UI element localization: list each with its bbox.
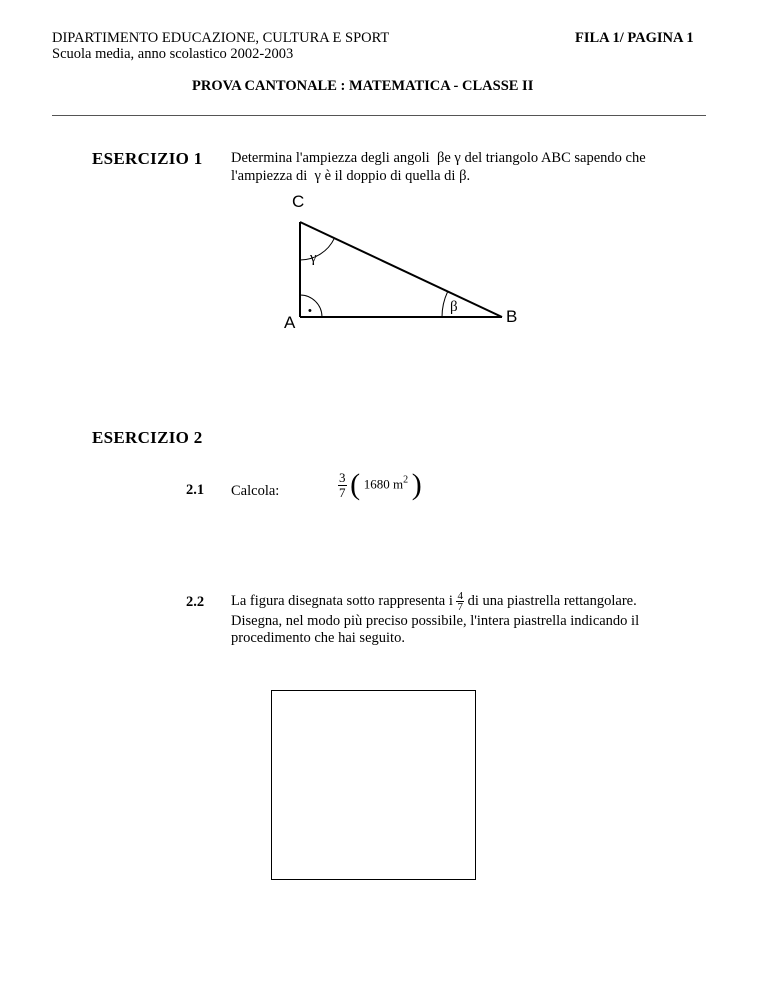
right-paren: ) bbox=[411, 468, 422, 501]
question-2-1-expression bbox=[338, 470, 422, 500]
left-paren: ( bbox=[350, 468, 361, 501]
exponent: 2 bbox=[403, 474, 409, 486]
exercise1-text-b: del triangolo ABC sapendo che bbox=[464, 150, 646, 166]
fraction-numerator: 3 bbox=[339, 469, 346, 485]
fraction-4-7 bbox=[456, 591, 464, 612]
beta-symbol: β bbox=[436, 150, 445, 166]
gamma-symbol-2: γ bbox=[314, 168, 321, 184]
angle-gamma-label: γ bbox=[310, 250, 317, 266]
exercise2-title: ESERCIZIO 2 bbox=[92, 428, 203, 447]
test-title: PROVA CANTONALE : MATEMATICA - CLASSE II bbox=[192, 78, 534, 94]
angle-beta-arc bbox=[442, 292, 448, 318]
fraction-denominator: 7 bbox=[339, 484, 346, 500]
page-label: FILA 1/ PAGINA 1 bbox=[575, 30, 694, 46]
right-angle-dot: • bbox=[308, 305, 312, 317]
conj-text: e bbox=[444, 150, 451, 166]
triangle-figure bbox=[270, 185, 530, 335]
value-text: 1680 m bbox=[363, 476, 404, 492]
fraction-3-7 bbox=[338, 471, 347, 500]
beta-symbol-2: β bbox=[459, 168, 467, 184]
header-divider bbox=[52, 115, 706, 116]
school-year: Scuola media, anno scolastico 2002-2003 bbox=[52, 46, 294, 62]
side-bc bbox=[300, 222, 502, 317]
exercise1-text-a: Determina l'ampiezza degli angoli bbox=[231, 150, 430, 166]
department-name: DIPARTIMENTO EDUCAZIONE, CULTURA E SPORT bbox=[52, 30, 390, 46]
exercise1-text-c: l'ampiezza di bbox=[231, 168, 308, 184]
vertex-b-label: B bbox=[506, 307, 518, 326]
exercise1-line1 bbox=[231, 148, 646, 168]
question-2-2-line2: Disegna, nel modo più preciso possibile, l'intera piastrella indicando il bbox=[231, 613, 640, 629]
question-2-2-text-b: di una piastrella rettangolare. bbox=[467, 593, 637, 609]
vertex-a-label: A bbox=[284, 313, 296, 332]
angle-gamma-arc bbox=[300, 238, 334, 260]
question-2-2-text-a: La figura disegnata sotto rappresenta i bbox=[231, 593, 453, 609]
vertex-c-label: C bbox=[292, 192, 305, 211]
angle-beta-label: β bbox=[450, 299, 458, 315]
gamma-symbol: γ bbox=[454, 150, 461, 166]
fraction-numerator-2: 4 bbox=[457, 590, 463, 603]
question-2-1-label: Calcola: bbox=[231, 483, 280, 499]
exercise1-title: ESERCIZIO 1 bbox=[92, 149, 203, 168]
tile-partial-figure bbox=[271, 690, 476, 880]
question-2-1-number: 2.1 bbox=[186, 482, 205, 498]
question-2-2-line3: procedimento che hai seguito. bbox=[231, 630, 405, 646]
fraction-denominator-2: 7 bbox=[457, 601, 463, 614]
question-2-2-number: 2.2 bbox=[186, 594, 205, 610]
exercise1-line2 bbox=[231, 166, 470, 186]
period: . bbox=[466, 168, 471, 184]
question-2-2-line1 bbox=[231, 591, 637, 612]
exercise1-text-d: è il doppio di quella di bbox=[324, 168, 456, 184]
